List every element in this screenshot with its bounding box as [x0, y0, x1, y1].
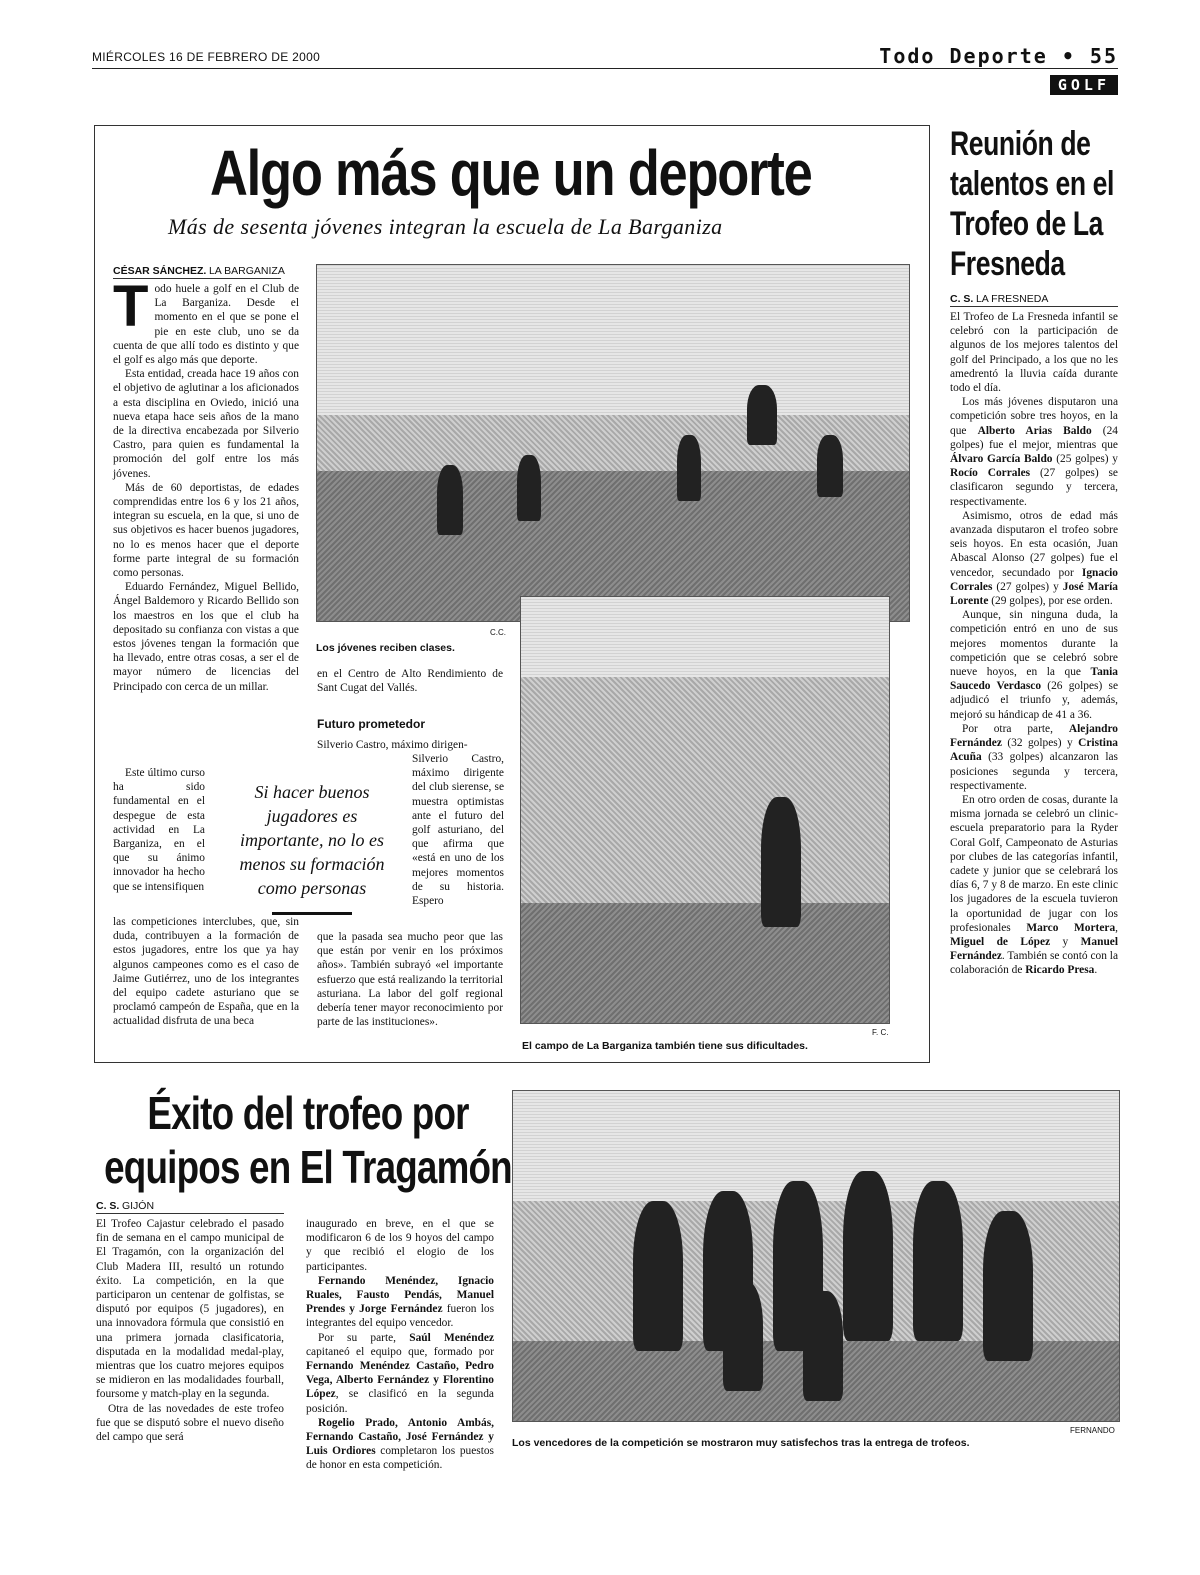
byline-author: C. S.: [950, 293, 974, 305]
photo-young-golfers: [316, 264, 910, 622]
byline-author: C. S.: [96, 1200, 120, 1212]
paragraph: Aunque, sin ninguna duda, la competición entró en uno de sus mejores momentos durante la competición que se celebró sobre nueve hoyos, en la que Tania Saucedo Verdasco (26 golpes) se adjudicó el triunfo y, además, mejoró su hándicap de 41 a 36.: [950, 609, 1119, 721]
paragraph: Silverio Castro, máximo dirigen-: [317, 739, 468, 751]
paragraph: Otra de las novedades de este trofeo fue que se disputó sobre el nuevo diseño del campo que será: [96, 1402, 284, 1444]
right-headline: Reunión de talentos en el Trofeo de La Fresneda: [950, 125, 1115, 283]
paragraph: odo huele a golf en el Club de La Barganiza. Desde el momento en el que se pone el pie en este club, uno se da cuenta de que allí todo es distinto y que el golf es algo más que deporte.: [113, 283, 299, 367]
bottom-headline: Éxito del trofeo por equipos en El Tragamón: [104, 1087, 512, 1193]
byline-author: CÉSAR SÁNCHEZ.: [113, 265, 207, 277]
main-subhead: Más de sesenta jóvenes integran la escuela de La Barganiza: [168, 214, 723, 239]
main-column-2-narrow: [412, 752, 504, 908]
main-column-1: [113, 274, 299, 694]
photo-course: [520, 596, 890, 1024]
main-column-2-lead: [317, 738, 503, 752]
main-headline: Algo más que un deporte: [210, 137, 812, 209]
drop-cap: T: [113, 274, 149, 339]
pull-quote-rule: [272, 912, 352, 915]
main-column-1-bottom: [113, 915, 299, 1029]
photo-caption: El campo de La Barganiza también tiene sus dificultades.: [522, 1040, 808, 1052]
paragraph: Por otra parte, Alejandro Fernández (32 golpes) y Cristina Acuña (33 golpes) alcanzaron las posiciones segunda y tercera, respectivamente.: [950, 722, 1118, 792]
main-column-1-narrow: [113, 766, 205, 894]
photo-winners-group: [512, 1090, 1120, 1422]
paragraph: Eduardo Fernández, Miguel Bellido, Ángel Baldemoro y Ricardo Bellido son los maestros en los que el club ha depositado su confianza con vistas a que estos jóvenes tengan la formación que ha llevado, entre otras cosas, a ser el de mayor número de licencias del Principado con cerca de un millar.: [113, 581, 299, 693]
byline-place: LA FRESNEDA: [975, 293, 1049, 305]
byline-place: LA BARGANIZA: [208, 265, 285, 277]
photo-credit: FERNANDO: [1070, 1426, 1115, 1435]
main-column-2-bottom: [317, 930, 503, 1029]
main-column-2: [317, 667, 503, 731]
paragraph: Fernando Menéndez, Ignacio Ruales, Fausto Pendás, Manuel Prendes y Jorge Fernández fueron los integrantes del equipo vencedor.: [306, 1274, 495, 1330]
header-rule: [92, 68, 1118, 69]
paragraph: Más de 60 deportistas, de edades comprendidas entre los 6 y los 21 años, integran su escuela, en la que, si uno de sus objetivos es hacer buenos jugadores, no lo es menos hacer que el deporte forme parte integral de su formación como personas.: [113, 481, 299, 580]
paragraph: Rogelio Prado, Antonio Ambás, Fernando Castaño, José Fernández y Luis Ordiores completaron los puestos de honor en esta competición.: [306, 1416, 494, 1472]
photo-caption: Los jóvenes reciben clases.: [316, 642, 455, 654]
byline-place: GIJÓN: [121, 1200, 155, 1212]
photo-caption: Los vencedores de la competición se mostraron muy satisfechos tras la entrega de trofeos.: [512, 1437, 970, 1449]
paragraph: El Trofeo de La Fresneda infantil se celebró con la participación de algunos de los mejores talentos del golf del Principado, a los que no les amedrentó la lluvia caída durante todo el día.: [950, 311, 1118, 395]
paragraph: Asimismo, otros de edad más avanzada disputaron el trofeo sobre seis hoyos. En esta ocasión, Juan Abascal Alonso (27 golpes) fue el vencedor, secundado por Ignacio Corrales (27 golpes) y José María Lorente (29 golpes), por ese orden.: [950, 509, 1118, 608]
paragraph: Los más jóvenes disputaron una competición sobre tres hoyos, en la que Alberto Arias Baldo (24 golpes) fue el mejor, mientras que Álvaro García Baldo (25 golpes) y Rocío Corrales (27 golpes) se clasificaron segundo y tercera, respectivamente.: [950, 396, 1118, 508]
photo-credit: C.C.: [490, 628, 506, 637]
section-title: Todo Deporte • 55: [879, 44, 1118, 68]
paragraph: en el Centro de Alto Rendimiento de Sant Cugat del Vallés.: [317, 668, 503, 695]
paragraph: Silverio Castro, máximo dirigente del club sierense, se muestra optimistas ante el futuro del golf asturiano, del que afirma que «está en uno de los mejores momentos de su historia. Espero: [412, 753, 504, 908]
bottom-column-2: [306, 1217, 494, 1473]
section-tag: GOLF: [1050, 75, 1118, 95]
bottom-column-1: [96, 1217, 284, 1444]
right-column: [950, 310, 1118, 978]
paragraph: Esta entidad, creada hace 19 años con el objetivo de aglutinar a los aficionados a esta disciplina en Oviedo, inició una nueva etapa hace seis años de la mano de la directiva encabezada por Silverio Castro, para quien es fundamental la promoción del golf entre los más jóvenes.: [113, 368, 299, 480]
paragraph: las competiciones interclubes, que, sin duda, contribuyen a la formación de estos jugadores, entre los que ya hay algunos campeones como es el caso de Jaime Gutiérrez, uno de los integrantes del equipo cadete asturiano que se proclamó campeón de España, que en la actualidad disfruta de una beca: [113, 916, 299, 1028]
bottom-byline: [96, 1200, 284, 1214]
paragraph: Por su parte, Saúl Menéndez capitaneó el equipo que, formado por Fernando Menéndez Castaño, Pedro Vega, Alberto Fernández y Florentino López, se clasificó en la segunda posición.: [306, 1331, 495, 1415]
paragraph: En otro orden de cosas, durante la misma jornada se celebró un clinic-escuela preparatorio para la Ryder Coral Golf, Campeonato de Asturias por clubes de las categorías infantil, cadete y junior que se celebrará los días 6, 7 y 8 de marzo. En este clinic los jugadores de la escuela tuvieron la oportunidad de jugar con los profesionales Marco Mortera, Miguel de López y Manuel Fernández. También se contó con la colaboración de Ricardo Presa.: [950, 793, 1118, 977]
right-byline: [950, 293, 1118, 307]
subheading: Futuro prometedor: [317, 717, 425, 732]
page-date: MIÉRCOLES 16 DE FEBRERO DE 2000: [92, 50, 321, 64]
photo-credit: F. C.: [872, 1028, 889, 1037]
paragraph: Este último curso ha sido fundamental en el despegue de esta actividad en La Barganiza, en el que su ánimo innovador ha hecho que se intensifiquen: [113, 767, 205, 893]
paragraph: El Trofeo Cajastur celebrado el pasado fin de semana en el campo municipal de El Tragamón, con la organización del Club Madera III, resultó un rotundo éxito. La competición, en la que participaron un centenar de golfistas, se disputó por equipos (5 jugadores), en una innovadora fórmula que consistió en una primera jornada clasificatoria, disputada en la modalidad medal-play, mientras que los cuatro mejores equipos se midieron en las modalidades fourball, foursome y match-play en la segunda.: [96, 1218, 284, 1401]
pull-quote: Si hacer buenos jugadores es importante, no lo es menos su formación como personas: [224, 780, 400, 900]
paragraph: que la pasada sea mucho peor que las que están por venir en los próximos años». También subrayó «el importante esfuerzo que está realizando la territorial asturiana. La labor del golf regional debería tener mayor reconocimiento por parte de las instituciones».: [317, 931, 503, 1029]
paragraph: inaugurado en breve, en el que se modificaron 6 de los 9 hoyos del campo y que recibió el elogio de los participantes.: [306, 1218, 494, 1273]
